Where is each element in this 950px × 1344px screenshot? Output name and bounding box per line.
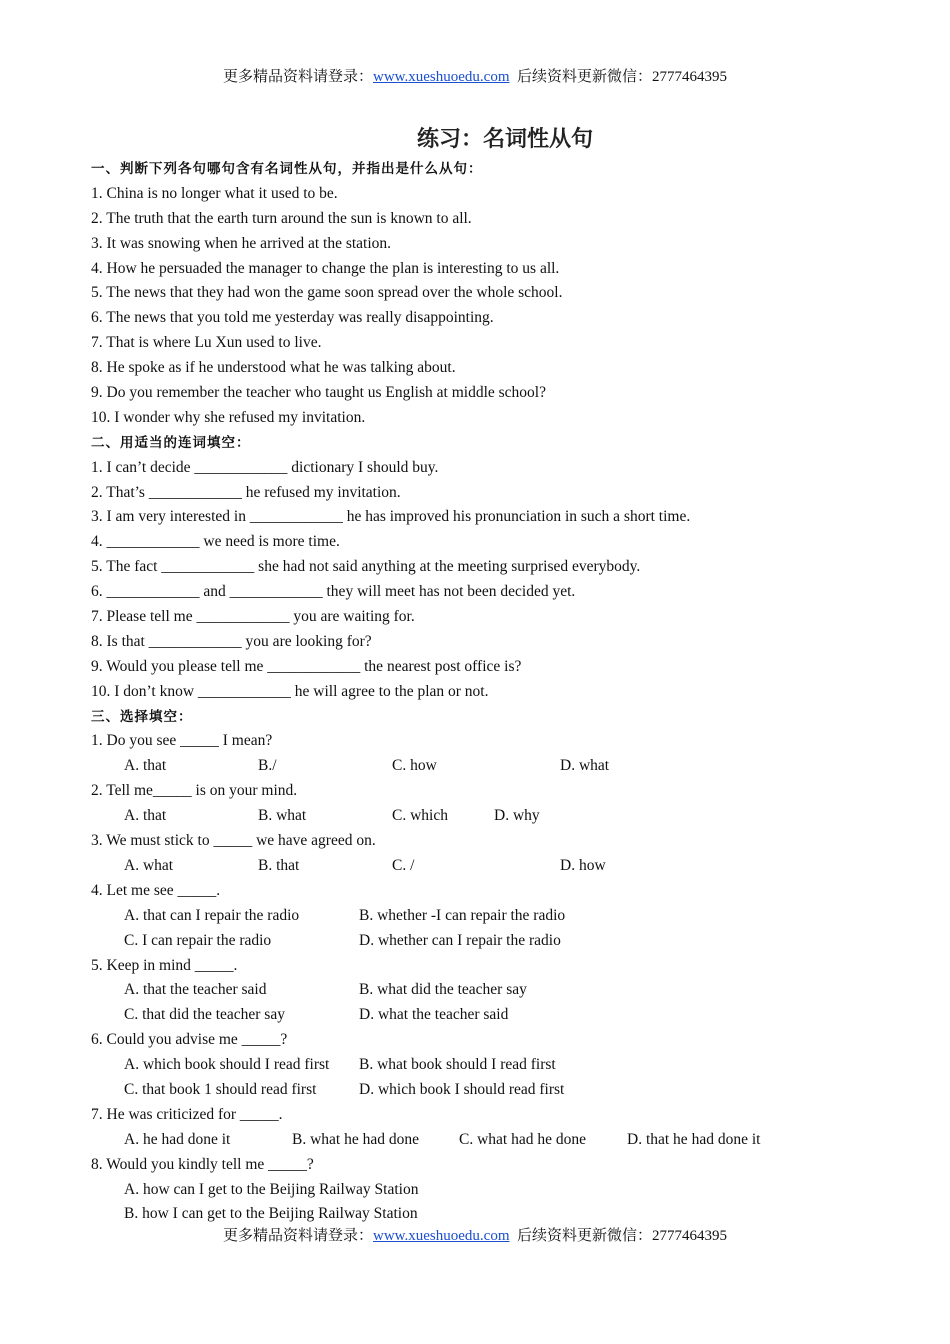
page-header bbox=[0, 67, 950, 87]
option-b: B./ bbox=[258, 757, 277, 775]
option-d: D. what the teacher said bbox=[359, 1006, 509, 1024]
list-item: 9. Do you remember the teacher who taught us English at middle school? bbox=[91, 384, 546, 402]
options-row bbox=[91, 1128, 911, 1153]
option-a: A. that bbox=[124, 807, 167, 825]
options-row bbox=[91, 804, 911, 829]
options-row bbox=[91, 904, 911, 929]
option-d: D. how bbox=[560, 856, 606, 874]
list-item: 10. I wonder why she refused my invitation. bbox=[91, 408, 366, 426]
question-stem: 7. He was criticized for _____. bbox=[91, 1105, 283, 1123]
option-a: A. how can I get to the Beijing Railway Station bbox=[124, 1180, 419, 1198]
options-row bbox=[91, 929, 911, 954]
header-prefix: 更多精品资料请登录： bbox=[222, 69, 373, 85]
list-item: 5. The news that they had won the game soon spread over the whole school. bbox=[91, 284, 563, 302]
list-item: 7. Please tell me ____________ you are waiting for. bbox=[91, 608, 415, 626]
options-row bbox=[91, 978, 911, 1003]
list-item: 2. That’s ____________ he refused my invitation. bbox=[91, 483, 401, 501]
option-b: B. what did the teacher say bbox=[359, 981, 527, 999]
question-stem: 3. We must stick to _____ we have agreed on. bbox=[91, 832, 376, 850]
list-item: 4. How he persuaded the manager to change the plan is interesting to us all. bbox=[91, 259, 560, 277]
option-d: D. which book I should read first bbox=[359, 1080, 565, 1098]
question-stem: 8. Would you kindly tell me _____? bbox=[91, 1155, 314, 1173]
option-a: A. which book should I read first bbox=[124, 1056, 330, 1074]
options-row bbox=[91, 1178, 911, 1203]
list-item: 3. It was snowing when he arrived at the station. bbox=[91, 234, 392, 252]
list-item: 6. The news that you told me yesterday was really disappointing. bbox=[91, 309, 494, 327]
options-row bbox=[91, 754, 911, 779]
exercise-content bbox=[91, 157, 911, 1227]
option-d: D. why bbox=[494, 807, 540, 825]
option-a: A. that the teacher said bbox=[124, 981, 267, 999]
option-b: B. how I can get to the Beijing Railway Station bbox=[124, 1205, 418, 1223]
footer-suffix: 后续资料更新微信：2777464395 bbox=[509, 1228, 728, 1244]
list-item: 5. The fact ____________ she had not said anything at the meeting surprised everybody. bbox=[91, 558, 641, 576]
options-row bbox=[91, 854, 911, 879]
question-stem: 2. Tell me_____ is on your mind. bbox=[91, 782, 298, 800]
option-c: C. that did the teacher say bbox=[124, 1006, 285, 1024]
option-c: C. I can repair the radio bbox=[124, 931, 272, 949]
list-item: 3. I am very interested in ____________ he has improved his pronunciation in such a short time. bbox=[91, 508, 691, 526]
section2-heading: 二、用适当的连词填空： bbox=[91, 434, 251, 451]
list-item: 7. That is where Lu Xun used to live. bbox=[91, 334, 322, 352]
question-stem: 5. Keep in mind _____. bbox=[91, 956, 238, 974]
header-link[interactable]: www.xueshuoedu.com bbox=[372, 69, 510, 85]
option-c: C. / bbox=[392, 856, 415, 874]
option-b: B. that bbox=[258, 856, 300, 874]
option-b: B. whether -I can repair the radio bbox=[359, 906, 566, 924]
page-footer bbox=[0, 1226, 950, 1246]
header-suffix: 后续资料更新微信：2777464395 bbox=[509, 69, 728, 85]
options-row bbox=[91, 1053, 911, 1078]
list-item: 4. ____________ we need is more time. bbox=[91, 533, 340, 551]
option-a: A. he had done it bbox=[124, 1130, 231, 1148]
option-c: C. that book 1 should read first bbox=[124, 1080, 317, 1098]
page-title: 练习：名词性从句 bbox=[416, 127, 593, 152]
option-a: A. that bbox=[124, 757, 167, 775]
option-a: A. that can I repair the radio bbox=[124, 906, 300, 924]
option-d: D. what bbox=[560, 757, 610, 775]
option-b: B. what he had done bbox=[292, 1130, 419, 1148]
footer-prefix: 更多精品资料请登录： bbox=[222, 1228, 373, 1244]
option-c: C. what had he done bbox=[459, 1130, 586, 1148]
list-item: 10. I don’t know ____________ he will agree to the plan or not. bbox=[91, 682, 489, 700]
list-item: 8. He spoke as if he understood what he was talking about. bbox=[91, 359, 456, 377]
list-item: 1. I can’t decide ____________ dictionary I should buy. bbox=[91, 458, 439, 476]
list-item: 1. China is no longer what it used to be. bbox=[91, 184, 338, 202]
option-c: C. which bbox=[392, 807, 448, 825]
option-d: D. that he had done it bbox=[627, 1130, 761, 1148]
options-row bbox=[91, 1202, 911, 1227]
option-b: B. what bbox=[258, 807, 307, 825]
list-item: 8. Is that ____________ you are looking for? bbox=[91, 632, 372, 650]
option-b: B. what book should I read first bbox=[359, 1056, 556, 1074]
options-row bbox=[91, 1003, 911, 1028]
option-a: A. what bbox=[124, 856, 174, 874]
question-stem: 4. Let me see _____. bbox=[91, 881, 221, 899]
option-d: D. whether can I repair the radio bbox=[359, 931, 561, 949]
section3-heading: 三、选择填空： bbox=[91, 708, 193, 725]
list-item: 2. The truth that the earth turn around the sun is known to all. bbox=[91, 209, 472, 227]
option-c: C. how bbox=[392, 757, 437, 775]
footer-link[interactable]: www.xueshuoedu.com bbox=[372, 1228, 510, 1244]
list-item: 9. Would you please tell me ____________ the nearest post office is? bbox=[91, 657, 522, 675]
options-row bbox=[91, 1078, 911, 1103]
list-item: 6. ____________ and ____________ they will meet has not been decided yet. bbox=[91, 583, 576, 601]
question-stem: 1. Do you see _____ I mean? bbox=[91, 732, 273, 750]
question-stem: 6. Could you advise me _____? bbox=[91, 1031, 288, 1049]
section1-heading: 一、判断下列各句哪句含有名词性从句，并指出是什么从句： bbox=[91, 161, 483, 177]
